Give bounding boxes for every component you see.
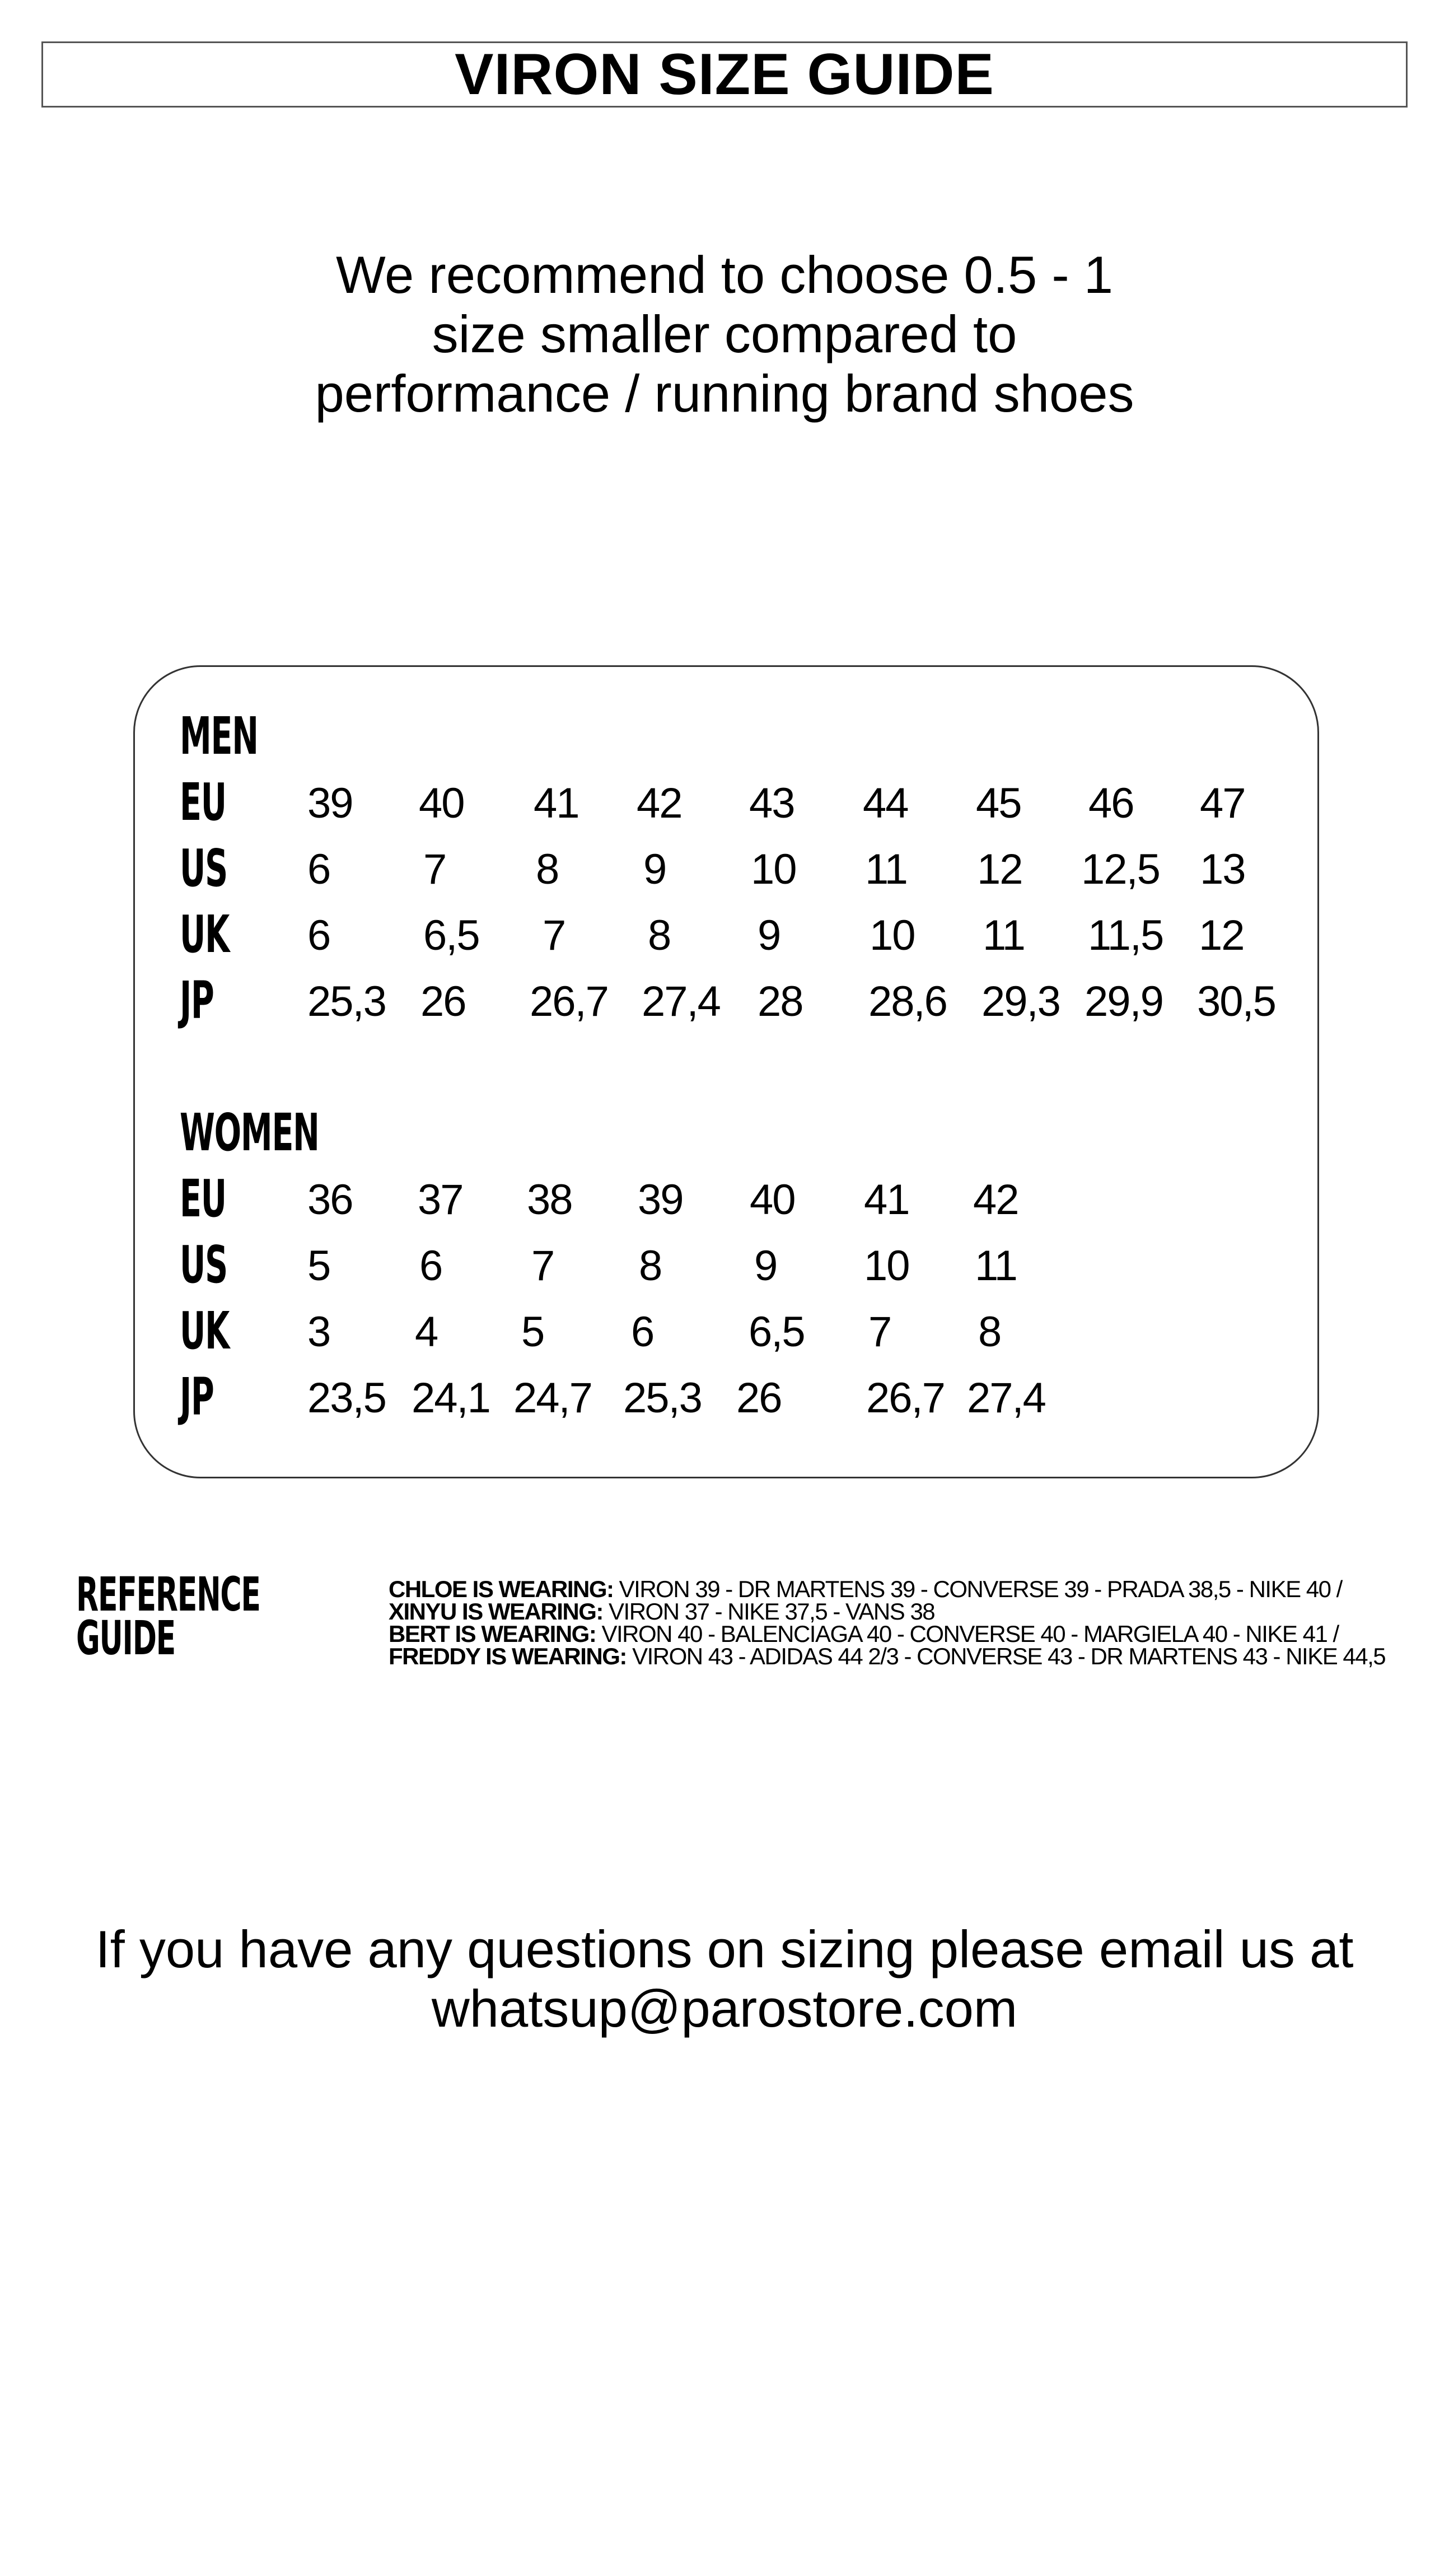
table-cell: 13	[1200, 846, 1245, 893]
reference-guide-title	[76, 1567, 260, 1665]
size-table-card	[133, 665, 1319, 1478]
table-cell: 30,5	[1197, 978, 1275, 1025]
reference-person: CHLOE IS WEARING:	[389, 1576, 614, 1602]
table-cell: 8	[536, 846, 559, 893]
table-cell: 26	[420, 978, 466, 1025]
table-cell: 11,5	[1088, 912, 1163, 959]
table-cell: 25,3	[623, 1374, 702, 1422]
contact-email: whatsup@parostore.com	[431, 1979, 1018, 2038]
table-cell: 44	[863, 780, 908, 827]
recommendation-line: We recommend to choose 0.5 - 1	[335, 245, 1114, 304]
table-cell: 25,3	[307, 978, 386, 1025]
table-cell: 26,7	[530, 978, 608, 1025]
table-cell: 8	[648, 912, 671, 959]
table-cell: 38	[527, 1176, 572, 1224]
table-cell: 42	[973, 1176, 1018, 1224]
table-cell: 10	[864, 1242, 909, 1290]
reference-guide-title-line: REFERENCE	[76, 1567, 260, 1622]
table-cell: 6	[631, 1308, 654, 1356]
table-cell: 7	[531, 1242, 554, 1290]
table-cell: 43	[749, 780, 794, 827]
men-section-label: MEN	[180, 706, 258, 766]
table-cell: 10	[870, 912, 915, 959]
table-cell: 39	[307, 780, 353, 827]
table-cell: 5	[521, 1308, 544, 1356]
women-jp-label: JP	[180, 1367, 214, 1427]
reference-sizes: VIRON 43 - ADIDAS 44 2/3 - CONVERSE 43 - DR MARTENS 43 - NIKE 44,5	[626, 1643, 1386, 1669]
table-cell: 27,4	[967, 1374, 1045, 1422]
contact-text	[0, 1920, 1449, 2038]
table-cell: 8	[978, 1308, 1001, 1356]
men-jp-label: JP	[180, 970, 214, 1030]
list-item	[389, 1623, 1436, 1645]
recommendation-line: size smaller compared to	[432, 305, 1017, 363]
table-cell: 26,7	[866, 1374, 945, 1422]
table-cell: 7	[543, 912, 565, 959]
table-cell: 29,3	[981, 978, 1060, 1025]
reference-person: XINYU IS WEARING:	[389, 1598, 603, 1625]
table-cell: 12	[1199, 912, 1244, 959]
women-us-label: US	[180, 1235, 227, 1295]
women-eu-label: EU	[180, 1169, 226, 1229]
table-cell: 9	[758, 912, 780, 959]
table-cell: 36	[307, 1176, 353, 1224]
reference-guide-title-line: GUIDE	[76, 1611, 176, 1665]
men-uk-label: UK	[180, 904, 230, 964]
table-cell: 11	[865, 846, 907, 893]
recommendation-line: performance / running brand shoes	[315, 364, 1134, 423]
recommendation-text	[0, 245, 1449, 423]
reference-sizes: VIRON 37 - NIKE 37,5 - VANS 38	[602, 1598, 935, 1625]
table-cell: 4	[415, 1308, 438, 1356]
table-cell: 29,9	[1085, 978, 1163, 1025]
table-cell: 42	[637, 780, 682, 827]
list-item	[389, 1600, 1436, 1623]
table-cell: 46	[1088, 780, 1134, 827]
table-cell: 7	[868, 1308, 891, 1356]
table-cell: 24,7	[513, 1374, 592, 1422]
reference-person: FREDDY IS WEARING:	[389, 1643, 627, 1669]
table-cell: 12,5	[1081, 846, 1160, 893]
page-title: VIRON SIZE GUIDE	[455, 41, 994, 107]
table-cell: 3	[307, 1308, 330, 1356]
table-cell: 24,1	[412, 1374, 490, 1422]
list-item	[389, 1645, 1436, 1668]
table-cell: 28,6	[868, 978, 947, 1025]
table-cell: 6,5	[749, 1308, 805, 1356]
table-cell: 8	[639, 1242, 662, 1290]
table-cell: 6	[307, 912, 330, 959]
table-cell: 10	[751, 846, 796, 893]
table-cell: 6,5	[423, 912, 479, 959]
table-cell: 41	[864, 1176, 909, 1224]
table-cell: 7	[423, 846, 446, 893]
reference-sizes: VIRON 40 - BALENCIAGA 40 - CONVERSE 40 - MARGIELA 40 - NIKE 41 /	[596, 1621, 1339, 1647]
table-cell: 11	[983, 912, 1025, 959]
reference-guide-list	[389, 1578, 1436, 1668]
table-cell: 11	[975, 1242, 1017, 1290]
table-cell: 9	[643, 846, 666, 893]
table-cell: 6	[307, 846, 330, 893]
table-cell: 28	[758, 978, 803, 1025]
table-cell: 40	[419, 780, 464, 827]
table-cell: 9	[754, 1242, 777, 1290]
table-cell: 47	[1200, 780, 1245, 827]
women-uk-label: UK	[180, 1301, 230, 1361]
table-cell: 40	[750, 1176, 795, 1224]
contact-line: If you have any questions on sizing please email us at	[95, 1920, 1354, 1978]
table-cell: 37	[418, 1176, 463, 1224]
table-cell: 27,4	[642, 978, 720, 1025]
table-cell: 6	[419, 1242, 442, 1290]
table-cell: 39	[638, 1176, 683, 1224]
table-cell: 23,5	[307, 1374, 386, 1422]
title-box	[41, 41, 1408, 108]
table-cell: 45	[976, 780, 1021, 827]
table-cell: 5	[307, 1242, 330, 1290]
reference-person: BERT IS WEARING:	[389, 1621, 596, 1647]
women-section-label: WOMEN	[180, 1103, 319, 1163]
list-item	[389, 1578, 1436, 1600]
men-us-label: US	[180, 838, 227, 898]
reference-sizes: VIRON 39 - DR MARTENS 39 - CONVERSE 39 - PRADA 38,5 - NIKE 40 /	[613, 1576, 1342, 1602]
table-cell: 41	[534, 780, 579, 827]
men-eu-label: EU	[180, 772, 226, 832]
table-cell: 26	[736, 1374, 782, 1422]
table-cell: 12	[977, 846, 1022, 893]
